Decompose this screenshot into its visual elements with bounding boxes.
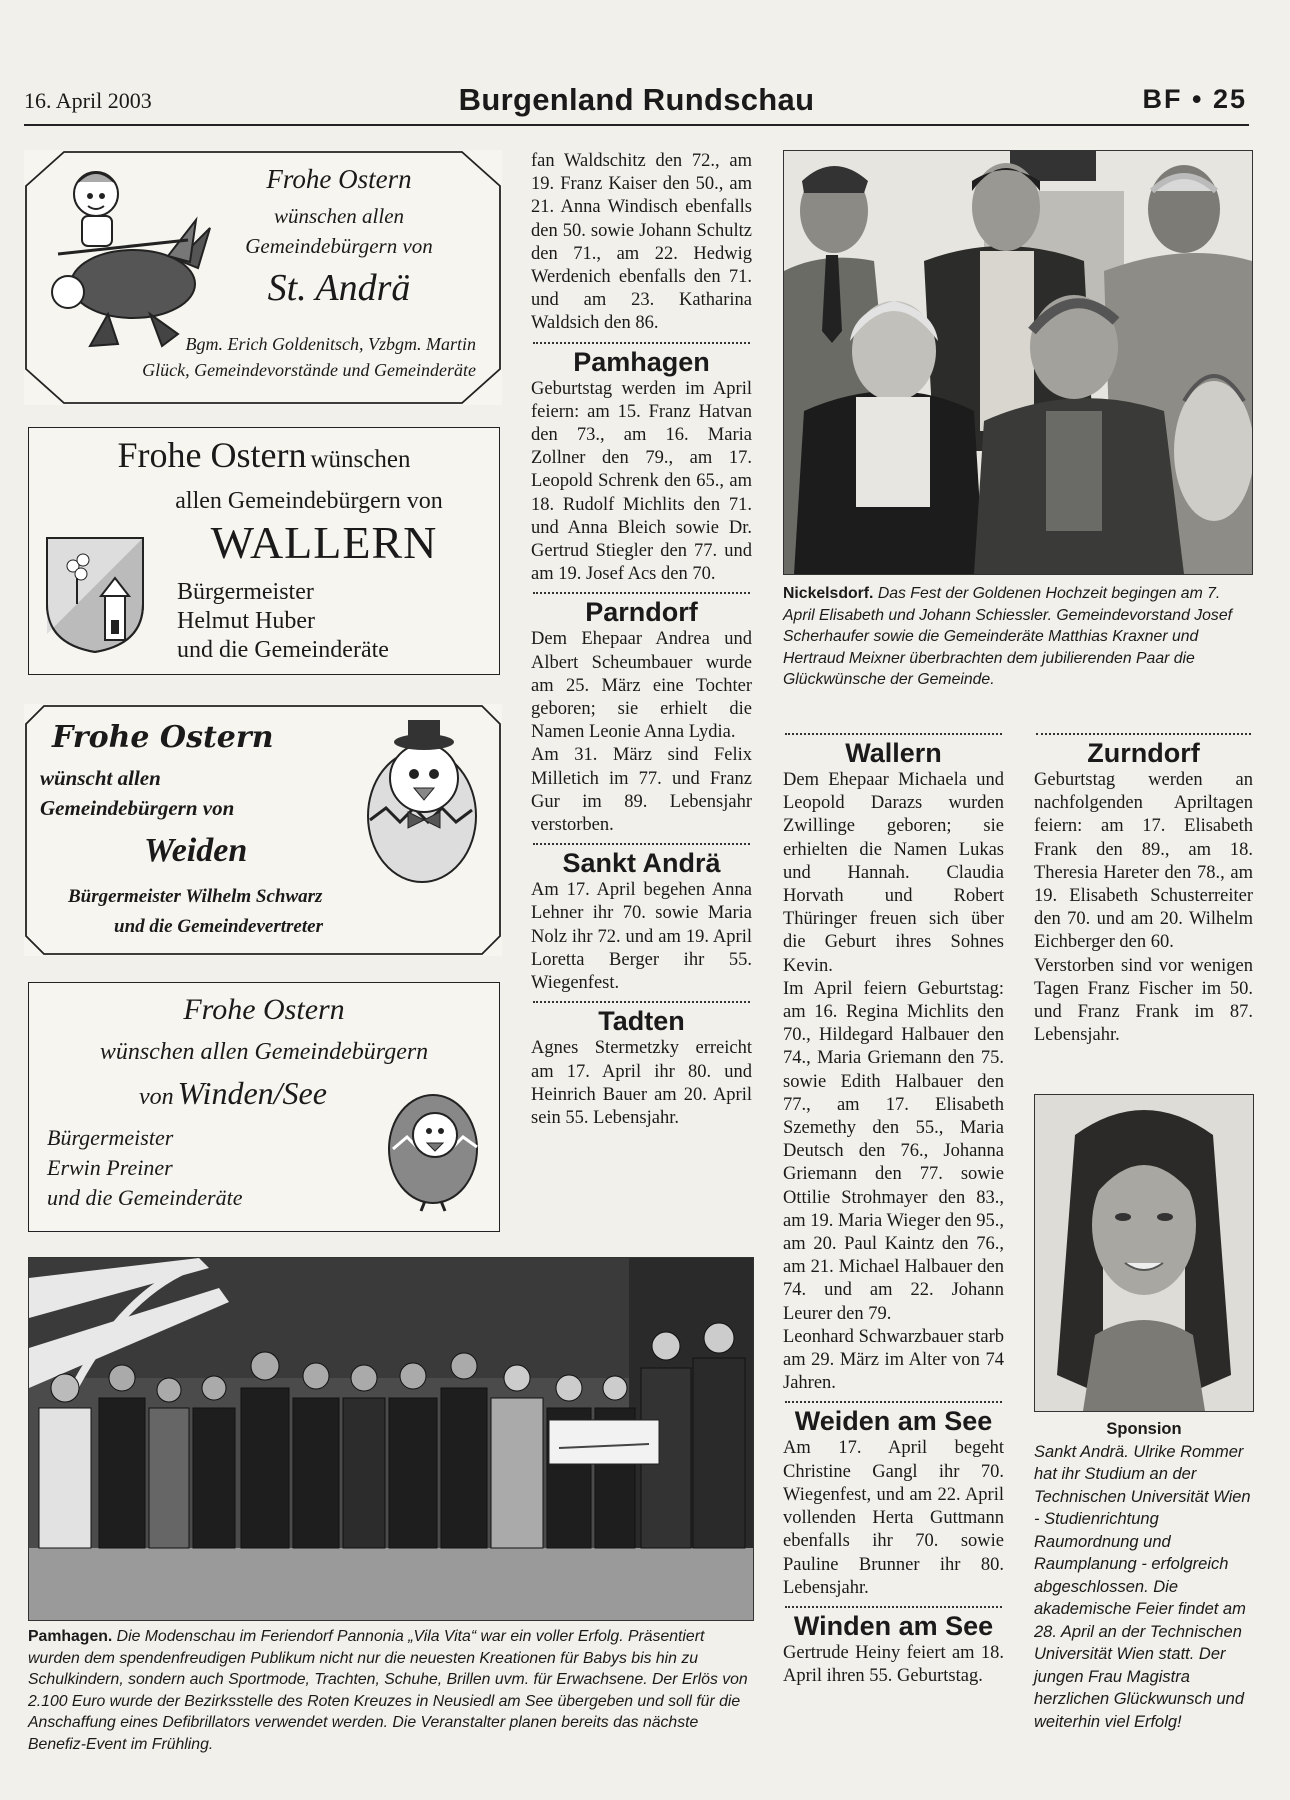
divider [533,592,750,594]
section-heading: Zurndorf [1087,738,1200,768]
caption-place: Pamhagen. [28,1628,113,1645]
divider [785,1401,1002,1403]
article-text: Agnes Stermetzky erreicht am 17. April ihr 80. und Heinrich Bauer am 20. April sein 55. Lebensjahr. [531,1038,752,1128]
sponsion-article [1034,1418,1254,1733]
divider [533,342,750,344]
easter-egg-chick-icon [381,1089,491,1213]
section-heading: Winden am See [793,1610,994,1641]
issue-date: 16. April 2003 [24,88,152,113]
ad-winden [28,982,500,1232]
column-3 [783,727,1004,1688]
ad-town: Weiden [144,832,248,869]
article-text: Verstorben sind vor wenigen Tagen Franz Fischer im 50. und Franz Frank im 87. Lebensjahr. [1034,955,1253,1046]
article-text: Sankt Andrä. Ulrike Rommer hat ihr Studium an der Technischen Universität Wien - Studienrichtung Raumordnung und Raumplanung - erfolgreich abgeschlossen. Die akademische Feier findet am 28. April an der Technischen Universität Wien statt. Der jungen Frau Magistra herzlichen Glückwunsch und weiterhin viel Erfolg! [1034,1442,1251,1731]
divider [785,733,1002,735]
article-text: Gertrude Heiny feiert am 18. April ihren 55. Geburtstag. [783,1642,1004,1687]
easter-chick-icon [360,716,490,886]
photo-portrait [1034,1094,1254,1412]
ad-greeting: Frohe Ostern [52,720,274,755]
ad-town: WALLERN [210,517,438,568]
article-text: fan Waldschitz den 72., am 19. Franz Kaiser den 50., am 21. Anna Windisch ebenfalls den 50. sowie Johann Schultz den 71., am 22. Hedwig Werdenich ebenfalls den 71. und am 23. Katharina Waldsich den 86. [531,151,752,334]
caption-place: Nickelsdorf. [783,585,874,602]
photo-caption [783,583,1253,691]
section-heading: Weiden am See [794,1406,993,1437]
article-text: Dem Ehepaar Andrea und Albert Scheumbauer wurde am 25. März eine Tochter geboren; sie erhielt die Namen Leonie Anna Lydia. [531,629,752,743]
bunny-rider-icon [38,164,218,354]
article-text: Geburtstag werden an nachfolgenden Apriltagen feiern: am 17. Elisabeth Frank den 89., am 18. Theresia Hareter den 78., am 19. Elisabeth Schusterreiter den 70. und am 20. Wilhelm Eichberger den 60. [1034,770,1253,953]
section-heading: Parndorf [585,597,698,628]
article-text: Am 17. April begehen Anna Lehner ihr 70. sowie Maria Nolz ihr 72. und am 19. April Loretta Berger ihr 55. Wiegenfest. [531,880,752,994]
article-text: Leonhard Schwarzbauer starb am 29. März im Alter von 74 Jahren. [783,1326,1004,1394]
column-2 [531,150,752,1130]
photo-fashion-show [28,1257,754,1621]
event-photo-image [29,1258,753,1620]
ad-signers: und die Gemeindevertreter [114,916,323,937]
section-heading: Sponsion [1106,1420,1182,1438]
ad-st-andrae [24,150,502,405]
ad-text: wünschen allen [273,204,405,228]
article-text: Am 17. April begeht Christine Gangl ihr 70. Wiegenfest, und am 22. April vollenden Herta Guttmann ebenfalls ihr 70. sowie Pauline Brunner ihr 80. Lebensjahr. [783,1438,1004,1598]
divider [785,1606,1002,1608]
photo-caption [28,1626,756,1755]
coat-of-arms-icon [43,534,147,656]
section-heading: Wallern [845,738,942,768]
ad-wallern [28,427,500,675]
ad-town-line: von Winden/See [139,1075,327,1111]
ad-text: wünscht allen [40,766,161,790]
divider [1036,733,1251,735]
caption-text: Das Fest der Goldenen Hochzeit begingen am 7. April Elisabeth und Johann Schiessler. Gemeindevorstand Josef Scherhaufer sowie die Gemeinderäte Matthias Kraxner und Hertraud Meixner überbrachten dem jubilierenden Paar die Glückwünsche der Gemeinde. [783,585,1233,688]
article-text: Geburtstag werden im April feiern: am 15. Franz Hatvan den 73., am 16. Maria Zollner den 79., am 17. Leopold Schrenk den 65., am 18. Rudolf Michlits den 71. und Anna Bleich sowie Dr. Gertrud Stiegler den 77. und am 19. Josef Acs den 70. [531,378,752,585]
divider [533,1001,750,1003]
portrait-image [1035,1095,1253,1411]
page-number: BF • 25 [1142,84,1247,114]
ad-signers: Bürgermeister Erwin Preiner und die Gemeinderäte [47,1125,243,1210]
page-header [24,80,1249,126]
ad-greeting: Frohe Ostern wünschen [117,435,411,475]
ad-signers: Bürgermeister Helmut Huber und die Gemeinderäte [177,579,389,663]
group-photo-image [784,151,1252,574]
ad-greeting: Frohe Ostern [266,164,412,194]
section-heading: Tadten [598,1006,685,1037]
article-text: Dem Ehepaar Michaela und Leopold Darazs wurden Zwillinge geboren; sie erhielten die Namen Lukas und Hannah. Claudia Horvath und Robert Thüringer freuen sich über die Geburt ihres Sohnes Kevin. [783,770,1004,976]
ad-text: Gemeindebürgern von [245,234,433,258]
article-text: Im April feiern Geburtstag: am 16. Regina Michlits den 70., Hildegard Halbauer den 74., Maria Griemann den 75. sowie Edith Halbauer den 77., am 17. Elisabeth Szemethy den 55., Maria Deutsch den 76., Johanna Griemann den 77. sowie Ottilie Strohmayer den 83., am 19. Maria Wieger den 95., am 20. Paul Kaintz den 76., am 21. Michael Halbauer den 74. und am 22. Johann Leurer den 79. [783,978,1004,1324]
caption-text: Die Modenschau im Feriendorf Pannonia „Vila Vita“ war ein voller Erfolg. Präsentiert wurden dem spendenfreudigen Publikum nicht nur die neuesten Kreationen für Babys bis hin zu Schulkindern, sondern auch Sportmode, Trachten, Schuhe, Brillen uvm. für Erwachsene. Der Erlös von 2.100 Euro wurde der Bezirksstelle des Roten Kreuzes in Neusiedl am See übergeben und soll für die Anschaffung eines Defibrillators verwendet werden. Die Veranstalter planen bereits das nächste Benefiz-Event im Frühling. [28,1628,748,1753]
ad-greeting: Frohe Ostern [183,993,345,1026]
ad-signers: Glück, Gemeindevorstände und Gemeinderäte [142,360,476,380]
section-heading: Pamhagen [573,346,710,377]
ad-signers: Bürgermeister Wilhelm Schwarz [68,886,323,907]
ad-weiden [24,704,502,956]
column-4 [1034,727,1253,1047]
ad-text: allen Gemeindebürgern von [175,488,443,514]
section-heading: Sankt Andrä [562,848,721,879]
ad-text: Gemeindebürgern von [40,796,235,820]
newspaper-title: Burgenland Rundschau [458,82,815,117]
article-text: Am 31. März sind Felix Milletich im 77. und Franz Gur im 89. Lebensjahr verstorben. [531,745,752,836]
ad-town: St. Andrä [267,267,411,309]
ad-town: Winden/See [177,1075,327,1111]
ad-text: wünschen allen Gemeindebürgern [99,1039,429,1065]
divider [533,843,750,845]
ad-signers: Bgm. Erich Goldenitsch, Vzbgm. Martin [185,334,476,354]
photo-golden-wedding [783,150,1253,575]
